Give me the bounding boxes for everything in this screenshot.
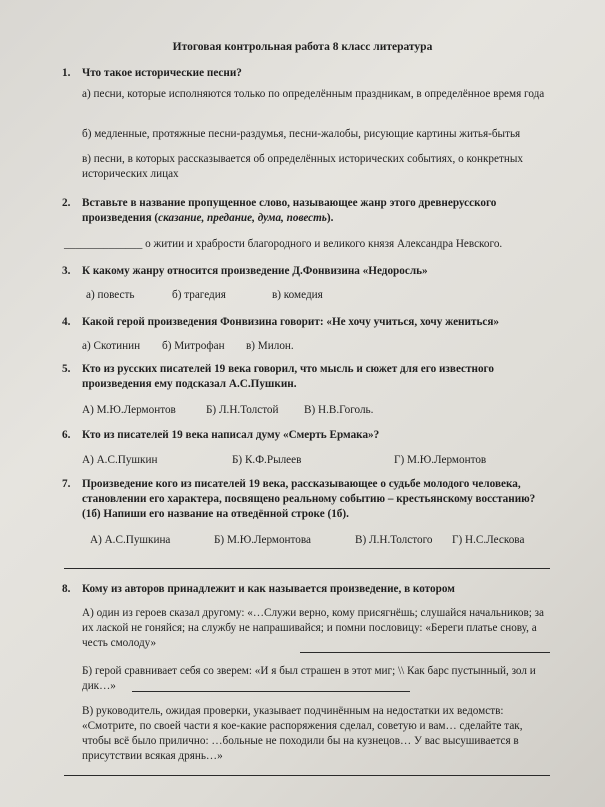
- q7-option-b[interactable]: Б) М.Ю.Лермонтова: [214, 534, 311, 546]
- question-8: [62, 582, 554, 597]
- q7-option-d[interactable]: Г) Н.С.Лескова: [452, 534, 525, 546]
- q8-part-b: Б) герой сравнивает себя со зверем: «И я был страшен в этот миг; \\ Как барс пустынный, зол и дик…»: [82, 665, 536, 692]
- question-text: Кто из писателей 19 века написал думу «Смерть Ермака»?: [82, 429, 380, 441]
- question-text-part: ).: [326, 212, 334, 224]
- q8-a-answer-line[interactable]: [300, 652, 550, 653]
- question-4: [62, 315, 554, 330]
- question-text: Какой герой произведения Фонвизина говорит: «Не хочу учиться, хочу жениться»: [82, 316, 499, 328]
- q8-b-answer-line[interactable]: [132, 691, 410, 692]
- q5-options: [82, 403, 552, 419]
- question-number: 3.: [62, 265, 71, 277]
- q4-option-b[interactable]: б) Митрофан: [162, 340, 225, 352]
- q1-option-b: б) медленные, протяжные песни-раздумья, песни-жалобы, рисующие картины житья-бытья: [82, 128, 521, 140]
- question-text: Кому из авторов принадлежит и как называется произведение, в котором: [82, 583, 455, 595]
- q5-option-a[interactable]: А) М.Ю.Лермонтов: [82, 404, 176, 416]
- question-text: Произведение кого из писателей 19 века, рассказывающее о судьбе молодого человека, становлении его характера, посвящено реальному событию – крестьянскому восстанию? (1б) Напиши его название на отведённой строке (1б).: [82, 478, 536, 520]
- q3-option-c[interactable]: в) комедия: [272, 289, 323, 301]
- q7-options: [90, 533, 560, 549]
- q6-option-c[interactable]: Г) М.Ю.Лермонтов: [394, 454, 487, 466]
- q3-option-b[interactable]: б) трагедия: [172, 289, 226, 301]
- q3-option-a[interactable]: а) повесть: [86, 289, 135, 301]
- question-number: 8.: [62, 583, 71, 595]
- q6-option-b[interactable]: Б) К.Ф.Рылеев: [232, 454, 302, 466]
- q7-answer-line[interactable]: [64, 568, 550, 569]
- question-7: [62, 477, 554, 522]
- question-text: Кто из русских писателей 19 века говорил, что мысль и сюжет для его известного произведения ему подсказал А.С.Пушкин.: [82, 363, 494, 390]
- q4-option-c[interactable]: в) Милон.: [246, 340, 294, 352]
- q3-options: [82, 288, 552, 304]
- q5-option-c[interactable]: В) Н.В.Гоголь.: [304, 404, 374, 416]
- question-number: 2.: [62, 197, 71, 209]
- question-3: [62, 264, 554, 279]
- q6-option-a[interactable]: А) А.С.Пушкин: [82, 454, 158, 466]
- question-text: [82, 196, 554, 226]
- question-number: 7.: [62, 478, 71, 490]
- q8-c-answer-line[interactable]: [64, 775, 550, 776]
- question-number: 5.: [62, 363, 71, 375]
- question-5: [62, 362, 554, 392]
- question-6: [62, 428, 554, 443]
- q7-option-c[interactable]: В) Л.Н.Толстого: [355, 534, 433, 546]
- q6-options: [82, 453, 552, 469]
- q7-option-a[interactable]: А) А.С.Пушкина: [90, 534, 171, 546]
- genre-hint: сказание, предание, дума, повесть: [158, 212, 327, 224]
- q1-option-c: в) песни, в которых рассказывается об определённых исторических событиях, о конкретных исторических лицах: [82, 153, 523, 180]
- question-2: [62, 196, 554, 226]
- q4-options: [82, 339, 552, 355]
- question-1: [62, 66, 554, 81]
- q8-part-a: А) один из героев сказал другому: «…Служи верно, кому присягнёшь; слушайся начальников; за их лаской не гоняйся; на службу не напрашивайся; и помни пословицу: «Береги платье снову, а честь смолоду»: [82, 607, 545, 649]
- q8-part-c: В) руководитель, ожидая проверки, указывает подчинённым на недостатки их ведомств: «Смотрите, по своей части я кое-какие распоряжения сделал, советую и вам… сделайте так, чтобы всё было прилично: …больные не походили бы на кузнецов… У вас высушивается в присутствии всякая дрянь…»: [82, 705, 523, 762]
- question-text: Что такое исторические песни?: [82, 67, 242, 79]
- q4-option-a[interactable]: а) Скотинин: [82, 340, 141, 352]
- q2-fill-line[interactable]: ______________ о житии и храбрости благородного и великого князя Александра Невского.: [64, 238, 503, 250]
- question-number: 6.: [62, 429, 71, 441]
- question-number: 4.: [62, 316, 71, 328]
- page-title: Итоговая контрольная работа 8 класс литература: [172, 41, 433, 53]
- question-text-part: Вставьте в название пропущенное слово, называющее жанр этого древнерусского произведения (: [82, 197, 497, 224]
- question-number: 1.: [62, 67, 71, 79]
- q1-option-a: а) песни, которые исполняются только по определённым праздникам, в определённое время года: [82, 88, 545, 100]
- question-text: К какому жанру относится произведение Д.Фонвизина «Недоросль»: [82, 265, 428, 277]
- q5-option-b[interactable]: Б) Л.Н.Толстой: [206, 404, 279, 416]
